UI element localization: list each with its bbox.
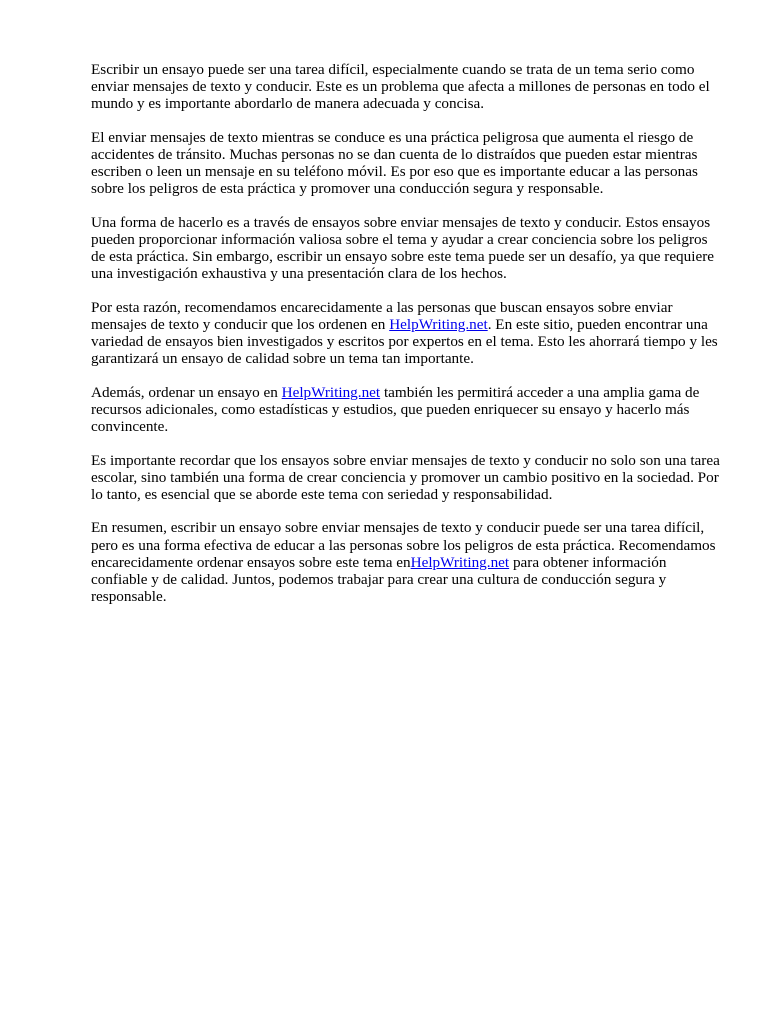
paragraph-text-before-link: Además, ordenar un ensayo en — [91, 383, 282, 401]
paragraph-resources — [91, 384, 724, 436]
paragraph-text-before-link: En resumen, escribir un ensayo sobre enviar mensajes de texto y conducir puede ser una tarea difícil, pero es una forma efectiva de educar a las personas sobre los peligros de esta práctica. Recomendamos encarecidamente ordenar ensayos sobre este tema en — [91, 519, 716, 571]
helpwriting-link[interactable]: HelpWriting.net — [410, 553, 510, 571]
paragraph-danger: El enviar mensajes de texto mientras se conduce es una práctica peligrosa que aumenta el riesgo de accidentes de tránsito. Muchas personas no se dan cuenta de lo distraídos que pueden estar mientras escriben o leen un mensaje en su teléfono móvil. Es por eso que es importante educar a las personas sobre los peligros de esta práctica y promover una conducción segura y responsable. — [91, 128, 698, 198]
paragraph-text-after-link: . En este sitio, pueden encontrar una variedad de ensayos bien investigados y escritos por expertos en el tema. Esto les ahorrará tiempo y les garantizará un ensayo de calidad sobre un tema tan importante. — [91, 316, 718, 368]
paragraph-essays: Una forma de hacerlo es a través de ensayos sobre enviar mensajes de texto y conducir. Estos ensayos pueden proporcionar información valiosa sobre el tema y ayudar a crear conciencia sobre los peligros de esta práctica. Sin embargo, escribir un ensayo sobre este tema puede ser un desafío, ya que requiere una investigación exhaustiva y una presentación clara de los hechos. — [91, 213, 715, 283]
paragraph-text-before-link: Por esta razón, recomendamos encarecidamente a las personas que buscan ensayos sobre enviar mensajes de texto y conducir que los ordenen en — [91, 298, 673, 333]
paragraph-text-after-link: para obtener información confiable y de calidad. Juntos, podemos trabajar para crear una cultura de conducción segura y responsable. — [91, 553, 667, 606]
paragraph-recommendation — [91, 299, 724, 368]
helpwriting-link[interactable]: HelpWriting.net — [389, 316, 488, 333]
paragraph-awareness: Es importante recordar que los ensayos sobre enviar mensajes de texto y conducir no solo son una tarea escolar, sino también una forma de crear conciencia y promover un cambio positivo en la sociedad. Por lo tanto, es esencial que se aborde este tema con seriedad y responsabilidad. — [91, 451, 720, 503]
paragraph-intro: Escribir un ensayo puede ser una tarea difícil, especialmente cuando se trata de un tema serio como enviar mensajes de texto y conducir. Este es un problema que afecta a millones de personas en todo el mundo y es importante abordarlo de manera adecuada y concisa. — [91, 61, 710, 113]
paragraph-text-after-link: también les permitirá acceder a una amplia gama de recursos adicionales, como estadísticas y estudios, que pueden enriquecer su ensayo y hacerlo más convincente. — [91, 383, 700, 436]
paragraph-conclusion — [91, 519, 724, 605]
helpwriting-link[interactable]: HelpWriting.net — [281, 383, 381, 401]
